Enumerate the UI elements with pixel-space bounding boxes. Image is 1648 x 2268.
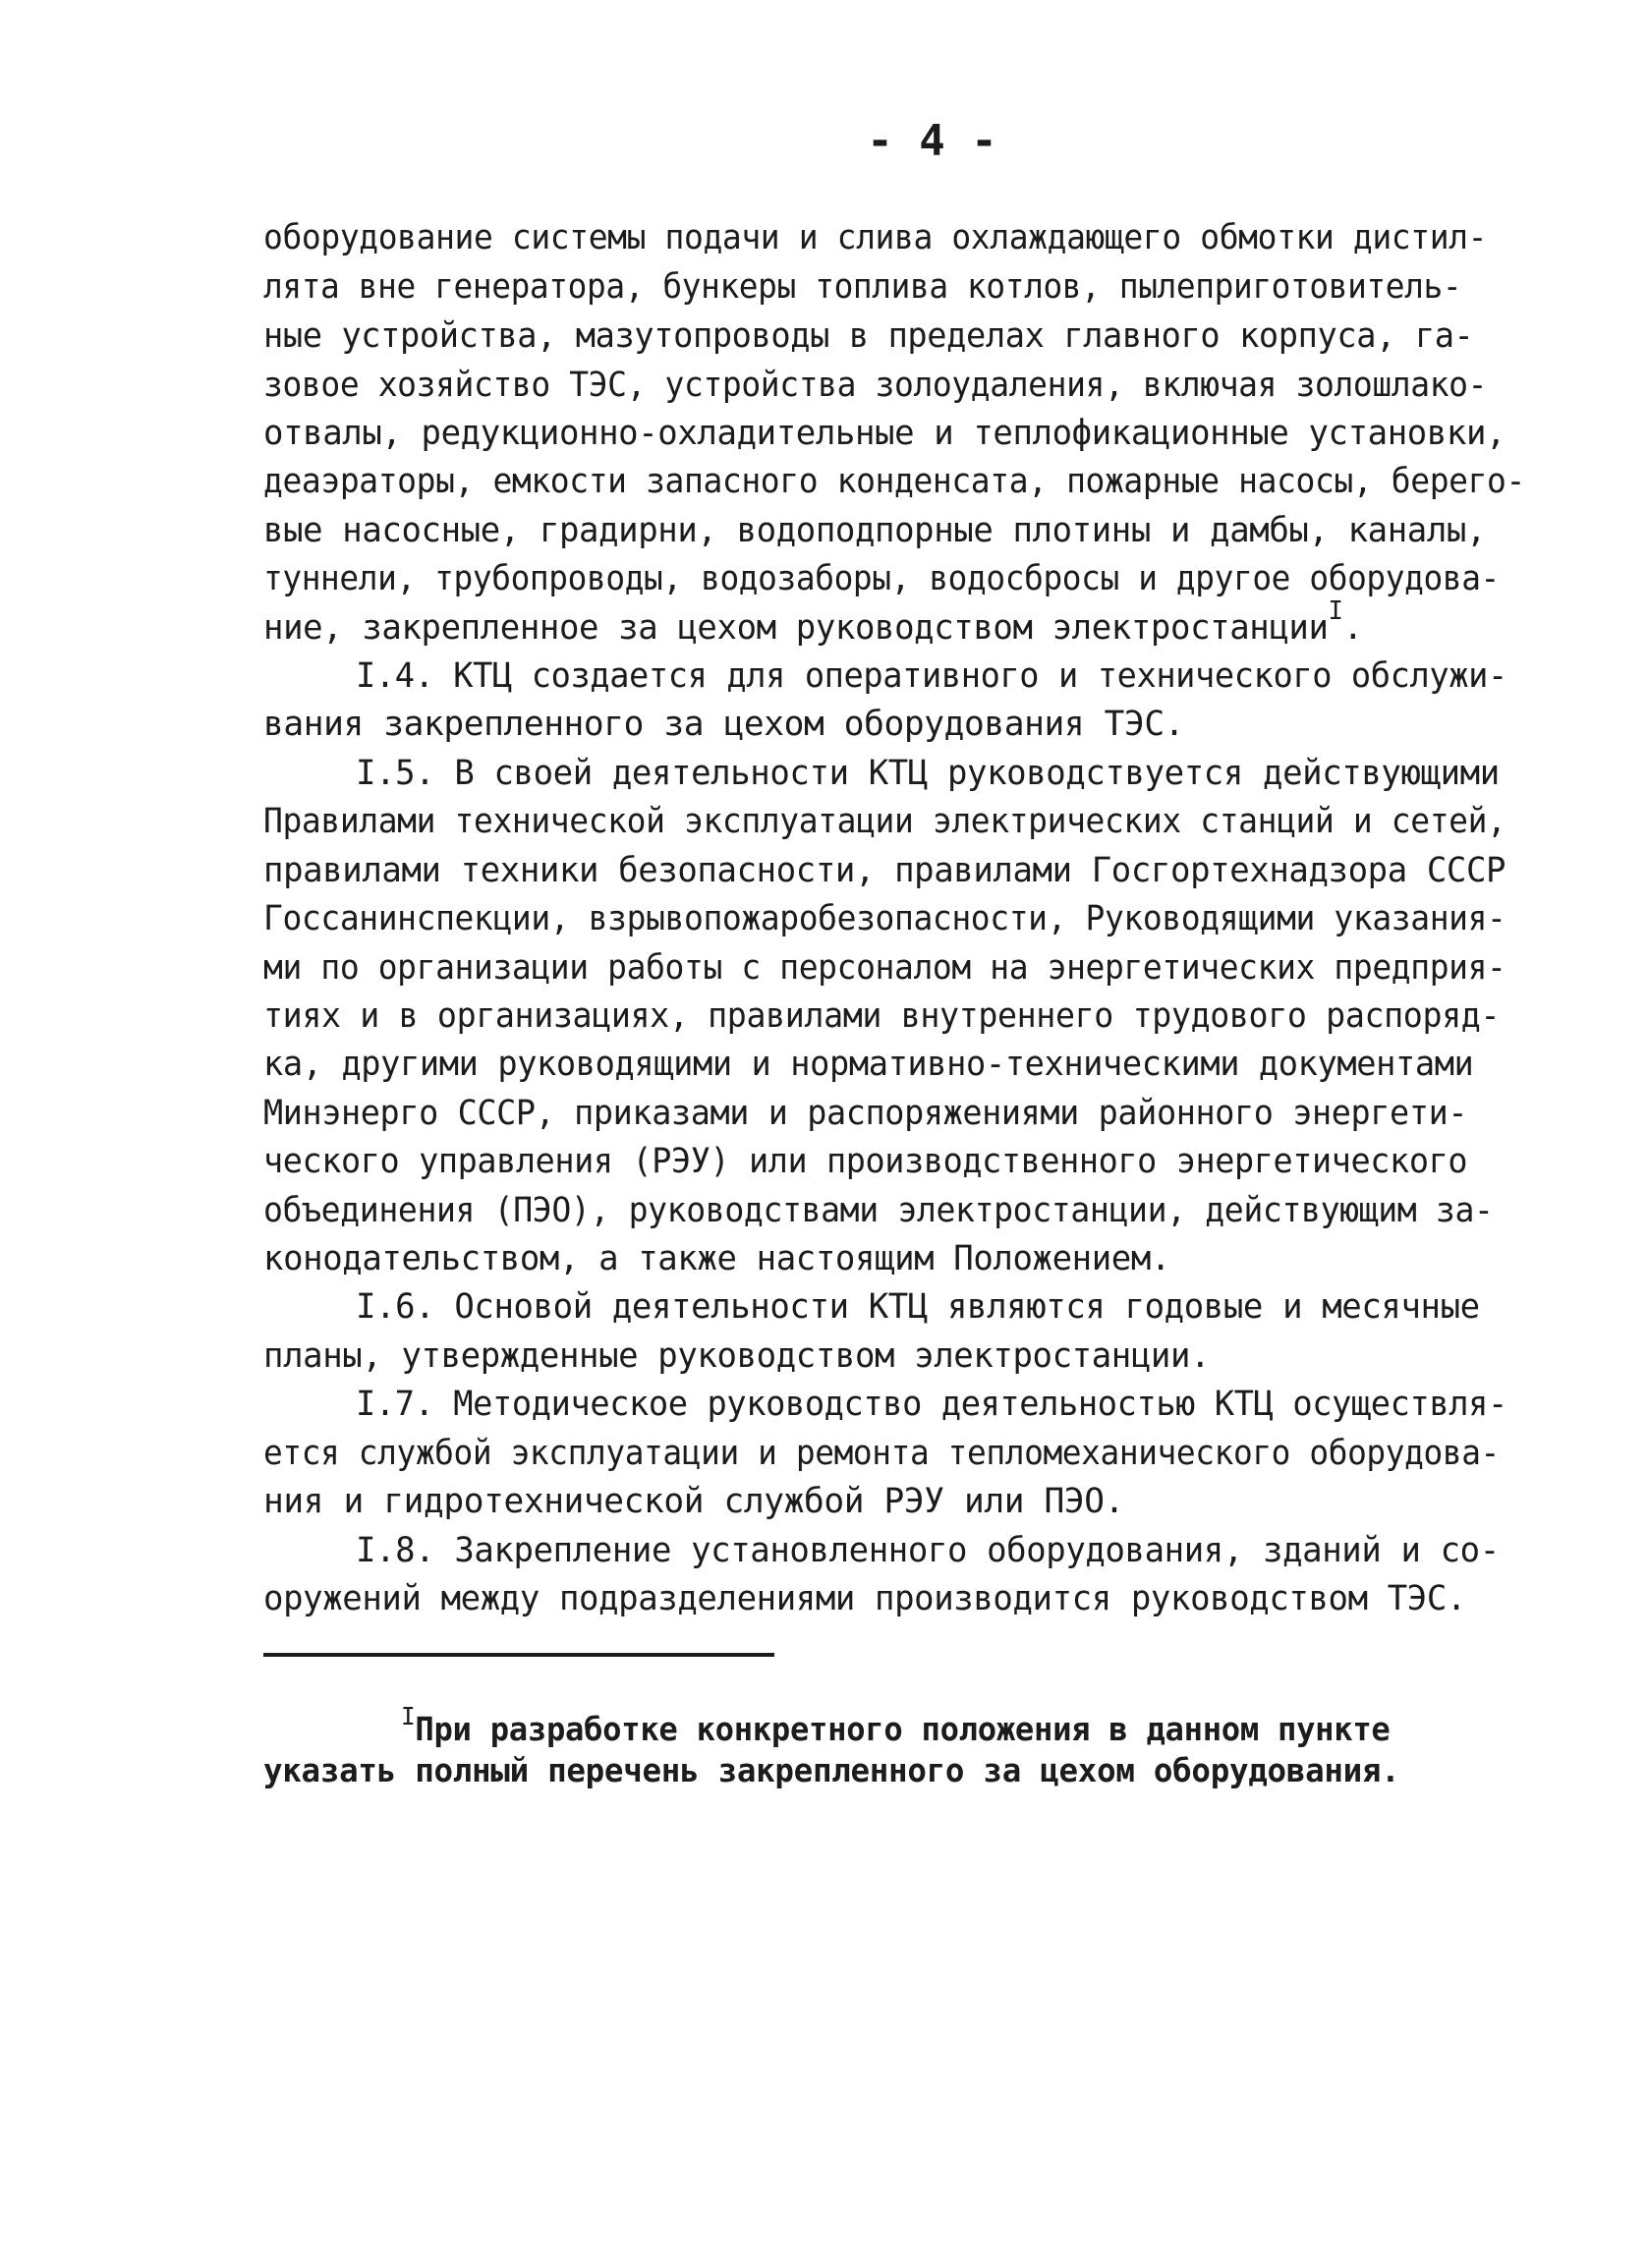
text-line: Госсанинспекции, взрывопожаробезопасности, Руководящими указания-	[263, 899, 1506, 938]
text-line: лята вне генератора, бункеры топлива котлов, пылеприготовитель-	[263, 267, 1462, 307]
text-line: отвалы, редукционно-охладительные и теплофикационные установки,	[263, 414, 1506, 453]
text-line	[263, 596, 1363, 648]
text-line-content: ние, закрепленное за цехом руководством электростанции	[263, 608, 1329, 648]
text-line: деаэраторы, емкости запасного конденсата, пожарные насосы, берего-	[263, 462, 1525, 501]
text-line: объединения (ПЭО), руководствами электростанции, действующим за-	[263, 1191, 1494, 1230]
text-line: ется службой эксплуатации и ремонта тепломеханического оборудова-	[263, 1434, 1500, 1473]
text-line: конодательством, а также настоящим Положением.	[263, 1239, 1171, 1278]
page-number: - 4 -	[867, 116, 997, 166]
footnote-ref-marker: I	[1328, 596, 1343, 626]
footnote-line	[401, 1702, 1391, 1748]
text-line: вые насосные, градирни, водоподпорные плотины и дамбы, каналы,	[263, 511, 1487, 550]
text-line: Правилами технической эксплуатации электрических станций и сетей,	[263, 802, 1506, 841]
text-line: тиях и в организациях, правилами внутреннего трудового распоряд-	[263, 996, 1501, 1036]
text-line: оружений между подразделениями производится руководством ТЭС.	[263, 1579, 1466, 1618]
text-line: ми по организации работы с персоналом на энергетических предприя-	[263, 948, 1506, 988]
footnote-line: указать полный перечень закрепленного за цехом оборудования.	[263, 1751, 1400, 1789]
paragraph-first-line: I.6. Основой деятельности КТЦ являются годовые и месячные	[356, 1287, 1480, 1327]
text-line: планы, утвержденные руководством электростанции.	[263, 1336, 1211, 1376]
text-line: Минэнерго СССР, приказами и распоряжениями районного энергети-	[263, 1094, 1468, 1133]
footnote-separator	[263, 1653, 774, 1657]
text-line: зовое хозяйство ТЭС, устройства золоудаления, включая золошлако-	[263, 366, 1488, 405]
text-line: оборудование системы подачи и слива охлаждающего обмотки дистил-	[263, 218, 1488, 257]
footnote-marker: I	[401, 1702, 416, 1730]
text-line: ка, другими руководящими и нормативно-техническими документами	[263, 1045, 1474, 1084]
text-line: правилами техники безопасности, правилами Госгортехнадзора СССР	[263, 851, 1506, 890]
footnote-text: При разработке конкретного положения в данном пункте	[415, 1710, 1391, 1748]
text-line: ния и гидротехнической службой РЭУ или ПЭО.	[263, 1482, 1124, 1521]
paragraph-first-line: I.5. В своей деятельности КТЦ руководствуется действующими	[356, 754, 1500, 793]
paragraph-first-line: I.4. КТЦ создается для оперативного и технического обслужи-	[356, 656, 1507, 696]
paragraph-first-line: I.8. Закрепление установленного оборудования, зданий и со-	[356, 1531, 1500, 1570]
text-line: ные устройства, мазутопроводы в пределах главного корпуса, га-	[263, 316, 1474, 356]
text-line: туннели, трубопроводы, водозаборы, водосбросы и другое оборудова-	[263, 559, 1500, 598]
paragraph-first-line: I.7. Методическое руководство деятельностью КТЦ осуществля-	[356, 1385, 1507, 1424]
text-line: ческого управления (РЭУ) или производственного энергетического	[263, 1142, 1468, 1181]
text-line: вания закрепленного за цехом оборудования ТЭС.	[263, 705, 1185, 744]
footnote-ref-tail: .	[1342, 608, 1363, 648]
